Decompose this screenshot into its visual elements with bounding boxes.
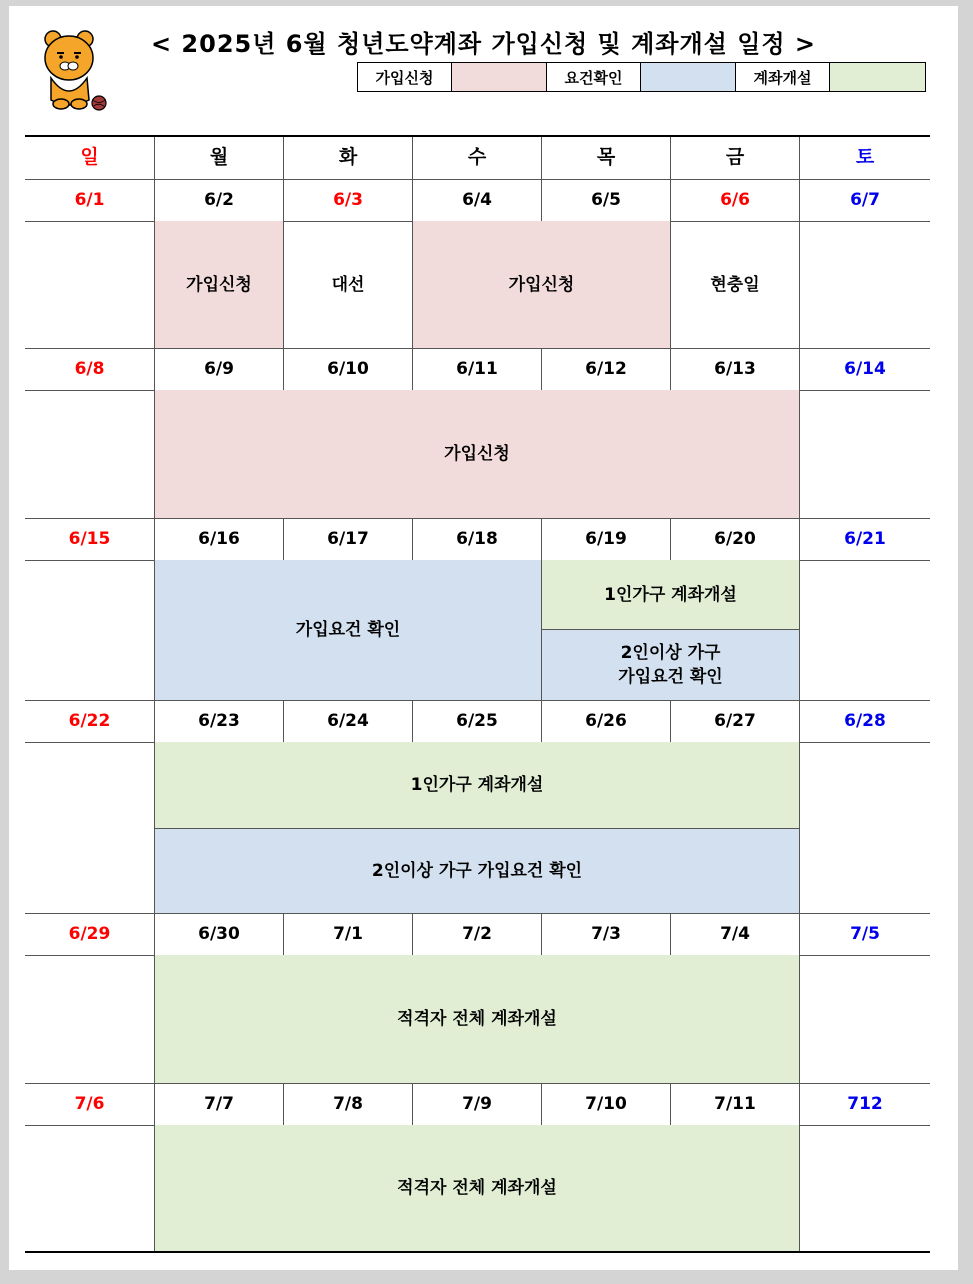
ryan-mascot-icon xyxy=(39,26,109,116)
event-label: 가입신청 xyxy=(508,274,575,295)
date-cell: 6/6 xyxy=(670,179,799,221)
schedule-event xyxy=(541,629,799,700)
date-cell: 6/13 xyxy=(670,348,799,390)
weekday-header: 금 xyxy=(670,135,799,179)
schedule-event xyxy=(670,221,799,348)
date-cell: 6/5 xyxy=(541,179,670,221)
date-cell: 6/10 xyxy=(283,348,412,390)
schedule-event xyxy=(154,955,799,1083)
date-cell: 6/3 xyxy=(283,179,412,221)
empty-cell xyxy=(799,742,930,913)
event-label: 적격자 전체 계좌개설 xyxy=(397,1009,557,1029)
empty-cell xyxy=(799,1125,930,1251)
date-cell: 7/3 xyxy=(541,913,670,955)
event-label: 2인이상 가구 가입요건 확인 xyxy=(618,643,723,687)
date-cell: 6/15 xyxy=(68,529,111,549)
date-cell: 7/7 xyxy=(154,1083,283,1125)
weekday-header: 화 xyxy=(283,135,412,179)
empty-cell xyxy=(25,221,154,348)
weekday-header: 토 xyxy=(799,135,930,179)
date-cell: 6/23 xyxy=(154,700,283,742)
legend-label-open: 계좌개설 xyxy=(736,63,830,91)
empty-cell xyxy=(25,955,154,1083)
date-cell: 6/2 xyxy=(154,179,283,221)
event-label: 1인가구 계좌개설 xyxy=(604,584,737,605)
schedule-event xyxy=(154,1125,799,1251)
event-label: 가입신청 xyxy=(444,444,510,464)
grid-line xyxy=(25,1251,930,1253)
date-cell: 7/10 xyxy=(541,1083,670,1125)
schedule-event xyxy=(154,560,541,700)
empty-cell xyxy=(799,955,930,1083)
date-cell: 6/9 xyxy=(154,348,283,390)
empty-cell xyxy=(25,560,154,700)
date-cell: 6/19 xyxy=(541,518,670,560)
date-cell: 7/2 xyxy=(412,913,541,955)
date-cell: 6/8 xyxy=(74,359,105,379)
date-cell: 6/25 xyxy=(412,700,541,742)
schedule-event xyxy=(154,742,799,828)
date-cell: 6/22 xyxy=(68,711,111,731)
legend-swatch-check xyxy=(641,63,736,91)
legend-label-check: 요건확인 xyxy=(547,63,641,91)
event-label: 2인이상 가구 가입요건 확인 xyxy=(371,861,583,881)
empty-cell xyxy=(25,1125,154,1251)
date-cell: 6/14 xyxy=(799,348,930,390)
empty-cell xyxy=(799,390,930,518)
empty-cell xyxy=(799,221,930,348)
date-cell: 6/26 xyxy=(541,700,670,742)
date-cell: 6/4 xyxy=(412,179,541,221)
page xyxy=(9,6,958,1270)
event-label: 대선 xyxy=(331,274,365,295)
empty-cell xyxy=(25,742,154,913)
schedule-event xyxy=(283,221,412,348)
page-title: < 2025년 6월 청년도약계좌 가입신청 및 계좌개설 일정 > xyxy=(150,30,817,58)
date-cell: 7/8 xyxy=(283,1083,412,1125)
empty-cell xyxy=(799,560,930,700)
date-cell: 6/17 xyxy=(283,518,412,560)
date-cell: 6/7 xyxy=(799,179,930,221)
date-cell: 7/11 xyxy=(670,1083,799,1125)
legend-label-signup: 가입신청 xyxy=(358,63,452,91)
date-cell: 7/9 xyxy=(412,1083,541,1125)
event-label: 가입요건 확인 xyxy=(295,620,401,640)
legend-swatch-open xyxy=(830,63,925,91)
date-cell: 7/4 xyxy=(670,913,799,955)
calendar-grid xyxy=(25,135,930,1252)
legend-swatch-signup xyxy=(452,63,547,91)
event-label: 현충일 xyxy=(710,274,760,295)
date-cell: 6/27 xyxy=(670,700,799,742)
date-cell: 6/24 xyxy=(283,700,412,742)
date-cell: 6/11 xyxy=(412,348,541,390)
date-cell: 6/16 xyxy=(154,518,283,560)
schedule-event xyxy=(154,390,799,518)
date-cell: 6/12 xyxy=(541,348,670,390)
event-label: 가입신청 xyxy=(186,274,252,295)
schedule-event xyxy=(154,828,799,913)
date-cell: 7/1 xyxy=(283,913,412,955)
weekday-header: 일 xyxy=(80,146,99,168)
date-cell: 712 xyxy=(799,1083,930,1125)
schedule-event xyxy=(412,221,670,348)
date-cell: 6/21 xyxy=(799,518,930,560)
date-cell: 7/6 xyxy=(74,1094,105,1114)
date-cell: 7/5 xyxy=(799,913,930,955)
event-label: 1인가구 계좌개설 xyxy=(410,775,544,795)
date-cell: 6/1 xyxy=(74,190,105,210)
grid-line xyxy=(25,135,930,137)
legend xyxy=(357,62,926,92)
event-label: 적격자 전체 계좌개설 xyxy=(397,1178,557,1198)
date-cell: 6/29 xyxy=(68,924,111,944)
date-cell: 6/28 xyxy=(799,700,930,742)
date-cell: 6/18 xyxy=(412,518,541,560)
weekday-header: 수 xyxy=(412,135,541,179)
weekday-header: 목 xyxy=(541,135,670,179)
date-cell: 6/20 xyxy=(670,518,799,560)
schedule-event xyxy=(541,560,799,629)
schedule-event xyxy=(154,221,283,348)
date-cell: 6/30 xyxy=(154,913,283,955)
empty-cell xyxy=(25,390,154,518)
weekday-header: 월 xyxy=(154,135,283,179)
